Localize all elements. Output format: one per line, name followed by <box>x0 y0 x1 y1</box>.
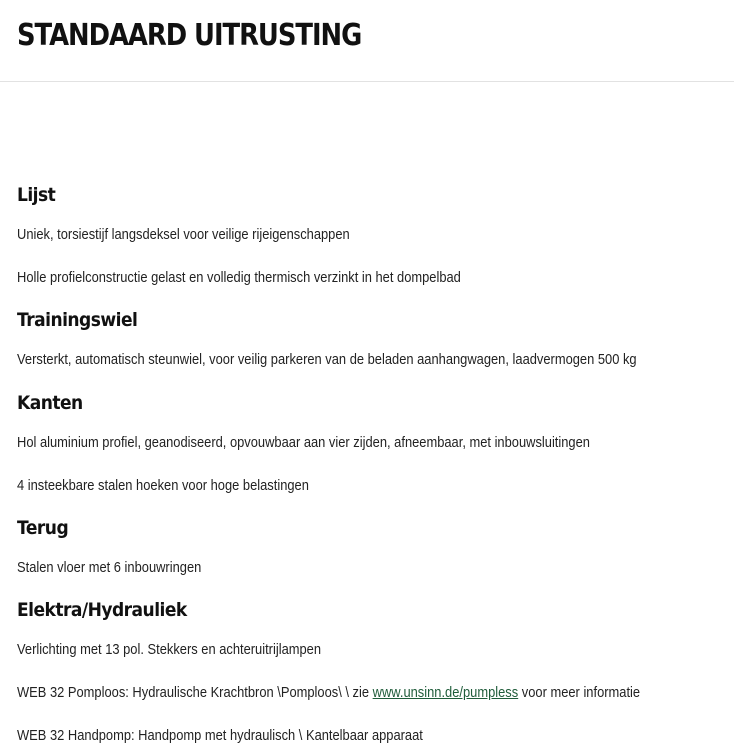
list-item: WEB 32 Handpomp: Handpomp met hydraulisch \ Kantelbaar apparaat <box>17 727 423 744</box>
pumpless-info-link[interactable]: www.unsinn.de/pumpless <box>372 684 519 701</box>
section-heading-kanten: Kanten <box>17 392 83 414</box>
list-item: Stalen vloer met 6 inbouwringen <box>17 559 202 576</box>
list-item: Uniek, torsiestijf langsdeksel voor veilige rijeigenschappen <box>17 226 350 243</box>
page-title: STANDAARD UITRUSTING <box>17 18 362 53</box>
page-header <box>0 0 734 82</box>
section-heading-lijst: Lijst <box>17 184 56 206</box>
list-item: 4 insteekbare stalen hoeken voor hoge belastingen <box>17 477 309 494</box>
section-heading-terug: Terug <box>17 517 69 539</box>
item-text-prefix: WEB 32 Pomploos: Hydraulische Krachtbron \Pomploos\ \ zie <box>17 684 373 701</box>
list-item: Hol aluminium profiel, geanodiseerd, opvouwbaar aan vier zijden, afneembaar, met inbouwsluitingen <box>17 434 590 451</box>
list-item: Versterkt, automatisch steunwiel, voor veilig parkeren van de beladen aanhangwagen, laadvermogen 500 kg <box>17 351 637 368</box>
section-heading-trainingswiel: Trainingswiel <box>17 309 138 331</box>
list-item: Holle profielconstructie gelast en volledig thermisch verzinkt in het dompelbad <box>17 269 461 286</box>
list-item: Verlichting met 13 pol. Stekkers en achteruitrijlampen <box>17 641 322 658</box>
list-item-with-link <box>17 683 640 703</box>
item-text-suffix: voor meer informatie <box>518 684 641 701</box>
section-heading-elektra-hydrauliek: Elektra/Hydrauliek <box>17 599 187 621</box>
